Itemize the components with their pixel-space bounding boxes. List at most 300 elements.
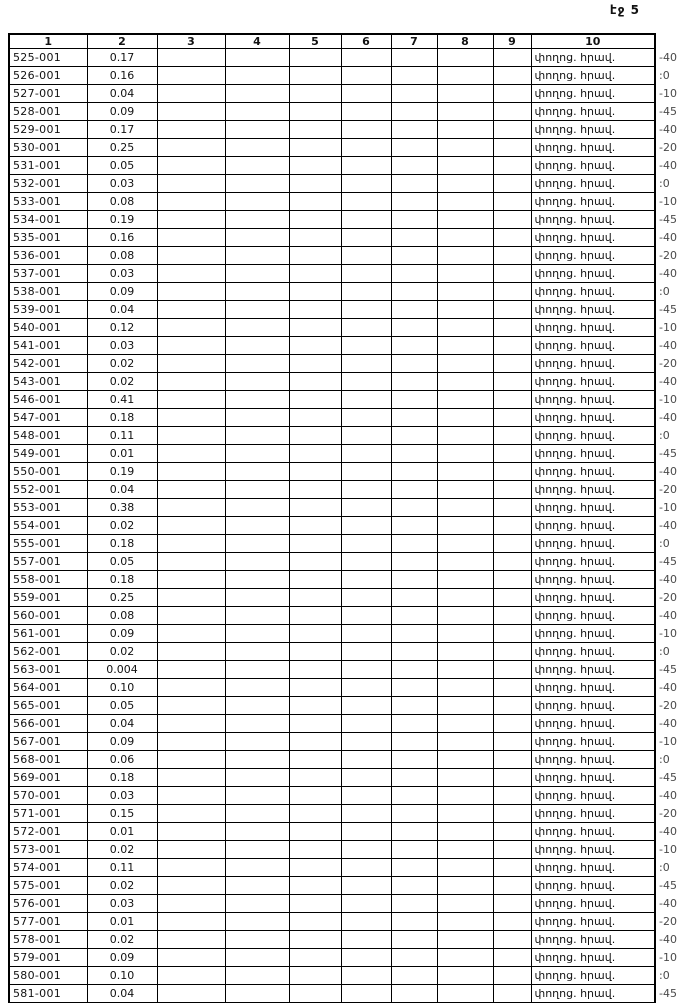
row-value-cell: 0.09 <box>87 283 157 301</box>
empty-cell <box>341 247 391 265</box>
row-note-cell: փողոց. հրավ. <box>531 409 655 427</box>
empty-cell <box>225 229 289 247</box>
row-id-cell: 529-001 <box>9 121 87 139</box>
row-id-cell: 532-001 <box>9 175 87 193</box>
empty-cell <box>225 607 289 625</box>
row-id-cell: 549-001 <box>9 445 87 463</box>
table-row <box>9 697 691 715</box>
empty-cell <box>391 301 437 319</box>
table-row <box>9 733 691 751</box>
empty-cell <box>157 877 225 895</box>
row-id-cell: 564-001 <box>9 679 87 697</box>
empty-cell <box>225 661 289 679</box>
empty-cell <box>493 283 531 301</box>
row-note-cell: փողոց. հրավ. <box>531 247 655 265</box>
empty-cell <box>341 121 391 139</box>
empty-cell <box>437 571 493 589</box>
empty-cell <box>437 391 493 409</box>
empty-cell <box>289 211 341 229</box>
empty-cell <box>157 211 225 229</box>
row-id-cell: 541-001 <box>9 337 87 355</box>
column-header: 1 <box>9 34 87 49</box>
empty-cell <box>437 211 493 229</box>
row-id-cell: 546-001 <box>9 391 87 409</box>
table-row <box>9 967 691 985</box>
empty-cell <box>391 229 437 247</box>
empty-cell <box>225 499 289 517</box>
row-value-cell: 0.18 <box>87 571 157 589</box>
empty-cell <box>341 319 391 337</box>
empty-cell <box>391 139 437 157</box>
margin-mark: -45 <box>659 555 677 568</box>
margin-mark: -10 <box>659 627 677 640</box>
empty-cell <box>437 157 493 175</box>
row-id-cell: 555-001 <box>9 535 87 553</box>
column-header: 6 <box>341 34 391 49</box>
row-value-cell: 0.16 <box>87 229 157 247</box>
empty-cell <box>225 787 289 805</box>
empty-cell <box>493 679 531 697</box>
empty-cell <box>391 283 437 301</box>
empty-cell <box>391 481 437 499</box>
empty-cell <box>341 481 391 499</box>
empty-cell <box>437 769 493 787</box>
empty-cell <box>341 589 391 607</box>
empty-cell <box>157 517 225 535</box>
row-id-cell: 530-001 <box>9 139 87 157</box>
empty-cell <box>437 481 493 499</box>
row-note-cell: փողոց. հրավ. <box>531 913 655 931</box>
row-value-cell: 0.02 <box>87 841 157 859</box>
empty-cell <box>391 427 437 445</box>
empty-cell <box>289 697 341 715</box>
empty-cell <box>157 553 225 571</box>
empty-cell <box>289 661 341 679</box>
empty-cell <box>157 733 225 751</box>
empty-cell <box>341 517 391 535</box>
empty-cell <box>157 391 225 409</box>
empty-cell <box>391 715 437 733</box>
empty-cell <box>391 409 437 427</box>
row-note-cell: փողոց. հրավ. <box>531 481 655 499</box>
table-row <box>9 373 691 391</box>
empty-cell <box>225 103 289 121</box>
margin-mark: -40 <box>659 897 677 910</box>
empty-cell <box>289 355 341 373</box>
empty-cell <box>157 319 225 337</box>
row-note-cell: փողոց. հրավ. <box>531 157 655 175</box>
empty-cell <box>157 715 225 733</box>
empty-cell <box>437 661 493 679</box>
empty-cell <box>341 895 391 913</box>
row-note-cell: փողոց. հրավ. <box>531 661 655 679</box>
table-row <box>9 229 691 247</box>
empty-cell <box>157 643 225 661</box>
row-note-cell: փողոց. հրավ. <box>531 589 655 607</box>
empty-cell <box>391 913 437 931</box>
empty-cell <box>391 607 437 625</box>
empty-cell <box>157 913 225 931</box>
table-row <box>9 679 691 697</box>
empty-cell <box>157 139 225 157</box>
empty-cell <box>437 373 493 391</box>
table-row <box>9 445 691 463</box>
empty-cell <box>157 787 225 805</box>
table-row <box>9 949 691 967</box>
empty-cell <box>289 679 341 697</box>
row-note-cell: փողոց. հրավ. <box>531 697 655 715</box>
empty-cell <box>437 355 493 373</box>
empty-cell <box>225 67 289 85</box>
empty-cell <box>437 139 493 157</box>
empty-cell <box>493 319 531 337</box>
empty-cell <box>157 607 225 625</box>
empty-cell <box>225 967 289 985</box>
empty-cell <box>225 823 289 841</box>
column-header: 3 <box>157 34 225 49</box>
empty-cell <box>341 985 391 1003</box>
empty-cell <box>157 967 225 985</box>
row-id-cell: 548-001 <box>9 427 87 445</box>
empty-cell <box>437 427 493 445</box>
row-note-cell: փողոց. հրավ. <box>531 949 655 967</box>
empty-cell <box>391 931 437 949</box>
empty-cell <box>225 265 289 283</box>
row-note-cell: փողոց. հրավ. <box>531 499 655 517</box>
empty-cell <box>225 805 289 823</box>
empty-cell <box>225 949 289 967</box>
row-id-cell: 547-001 <box>9 409 87 427</box>
empty-cell <box>493 121 531 139</box>
empty-cell <box>225 913 289 931</box>
row-value-cell: 0.01 <box>87 913 157 931</box>
empty-cell <box>493 481 531 499</box>
row-note-cell: փողոց. հրավ. <box>531 985 655 1003</box>
margin-mark: -45 <box>659 105 677 118</box>
empty-cell <box>493 517 531 535</box>
empty-cell <box>341 931 391 949</box>
empty-cell <box>437 337 493 355</box>
margin-mark: -45 <box>659 303 677 316</box>
empty-cell <box>493 751 531 769</box>
empty-cell <box>157 427 225 445</box>
empty-cell <box>289 805 341 823</box>
empty-cell <box>437 877 493 895</box>
empty-cell <box>493 841 531 859</box>
empty-cell <box>225 283 289 301</box>
empty-cell <box>437 751 493 769</box>
table-row <box>9 481 691 499</box>
empty-cell <box>289 409 341 427</box>
row-value-cell: 0.11 <box>87 859 157 877</box>
empty-cell <box>437 67 493 85</box>
table-row <box>9 463 691 481</box>
table-row <box>9 841 691 859</box>
empty-cell <box>341 211 391 229</box>
empty-cell <box>289 859 341 877</box>
row-value-cell: 0.25 <box>87 139 157 157</box>
empty-cell <box>289 391 341 409</box>
row-id-cell: 560-001 <box>9 607 87 625</box>
empty-cell <box>391 823 437 841</box>
column-header: 7 <box>391 34 437 49</box>
empty-cell <box>391 769 437 787</box>
empty-cell <box>437 625 493 643</box>
empty-cell <box>225 247 289 265</box>
row-value-cell: 0.17 <box>87 121 157 139</box>
margin-mark: -20 <box>659 357 677 370</box>
empty-cell <box>289 67 341 85</box>
table-row <box>9 931 691 949</box>
column-header: 8 <box>437 34 493 49</box>
empty-cell <box>493 877 531 895</box>
empty-cell <box>391 517 437 535</box>
margin-mark: -20 <box>659 249 677 262</box>
row-value-cell: 0.02 <box>87 517 157 535</box>
empty-cell <box>341 553 391 571</box>
empty-cell <box>437 121 493 139</box>
margin-mark: -40 <box>659 375 677 388</box>
empty-cell <box>493 247 531 265</box>
margin-mark: -45 <box>659 987 677 1001</box>
table-row <box>9 625 691 643</box>
empty-cell <box>493 229 531 247</box>
row-value-cell: 0.15 <box>87 805 157 823</box>
empty-cell <box>391 265 437 283</box>
row-note-cell: փողոց. հրավ. <box>531 751 655 769</box>
empty-cell <box>437 697 493 715</box>
empty-cell <box>225 409 289 427</box>
empty-cell <box>341 625 391 643</box>
empty-cell <box>391 787 437 805</box>
empty-cell <box>391 805 437 823</box>
row-id-cell: 568-001 <box>9 751 87 769</box>
row-value-cell: 0.38 <box>87 499 157 517</box>
empty-cell <box>391 373 437 391</box>
empty-cell <box>437 445 493 463</box>
table-row <box>9 607 691 625</box>
column-header: 5 <box>289 34 341 49</box>
row-value-cell: 0.02 <box>87 877 157 895</box>
empty-cell <box>225 445 289 463</box>
empty-cell <box>437 175 493 193</box>
empty-cell <box>225 157 289 175</box>
row-note-cell: փողոց. հրավ. <box>531 49 655 67</box>
row-id-cell: 526-001 <box>9 67 87 85</box>
empty-cell <box>341 229 391 247</box>
empty-cell <box>341 499 391 517</box>
empty-cell <box>289 715 341 733</box>
row-note-cell: փողոց. հրավ. <box>531 103 655 121</box>
row-note-cell: փողոց. հրավ. <box>531 211 655 229</box>
row-note-cell: փողոց. հրավ. <box>531 859 655 877</box>
empty-cell <box>437 463 493 481</box>
empty-cell <box>157 85 225 103</box>
empty-cell <box>391 391 437 409</box>
row-id-cell: 574-001 <box>9 859 87 877</box>
empty-cell <box>341 301 391 319</box>
row-note-cell: փողոց. հրավ. <box>531 355 655 373</box>
empty-cell <box>437 409 493 427</box>
row-value-cell: 0.41 <box>87 391 157 409</box>
empty-cell <box>493 265 531 283</box>
row-id-cell: 570-001 <box>9 787 87 805</box>
row-id-cell: 579-001 <box>9 949 87 967</box>
empty-cell <box>493 967 531 985</box>
table-row <box>9 553 691 571</box>
row-note-cell: փողոց. հրավ. <box>531 139 655 157</box>
empty-cell <box>225 427 289 445</box>
empty-cell <box>493 949 531 967</box>
table-header-row <box>9 34 691 49</box>
empty-cell <box>341 373 391 391</box>
table-row <box>9 571 691 589</box>
empty-cell <box>289 931 341 949</box>
empty-cell <box>437 247 493 265</box>
empty-cell <box>157 157 225 175</box>
empty-cell <box>225 625 289 643</box>
row-note-cell: փողոց. հրավ. <box>531 823 655 841</box>
margin-mark: -40 <box>659 231 677 244</box>
empty-cell <box>157 949 225 967</box>
empty-cell <box>225 877 289 895</box>
empty-cell <box>437 931 493 949</box>
margin-mark: -20 <box>659 807 677 820</box>
table-row <box>9 103 691 121</box>
margin-mark: :0 <box>659 429 670 442</box>
empty-cell <box>289 49 341 67</box>
row-note-cell: փողոց. հրավ. <box>531 769 655 787</box>
empty-cell <box>289 607 341 625</box>
row-id-cell: 535-001 <box>9 229 87 247</box>
row-value-cell: 0.03 <box>87 265 157 283</box>
row-note-cell: փողոց. հրավ. <box>531 121 655 139</box>
empty-cell <box>225 463 289 481</box>
empty-cell <box>341 85 391 103</box>
row-id-cell: 573-001 <box>9 841 87 859</box>
table-row <box>9 589 691 607</box>
empty-cell <box>225 517 289 535</box>
empty-cell <box>289 769 341 787</box>
empty-cell <box>341 949 391 967</box>
empty-cell <box>391 751 437 769</box>
empty-cell <box>437 913 493 931</box>
row-value-cell: 0.04 <box>87 715 157 733</box>
empty-cell <box>391 625 437 643</box>
empty-cell <box>289 445 341 463</box>
empty-cell <box>493 697 531 715</box>
empty-cell <box>493 85 531 103</box>
empty-cell <box>437 823 493 841</box>
row-value-cell: 0.11 <box>87 427 157 445</box>
row-value-cell: 0.004 <box>87 661 157 679</box>
row-value-cell: 0.17 <box>87 49 157 67</box>
empty-cell <box>289 337 341 355</box>
row-id-cell: 533-001 <box>9 193 87 211</box>
empty-cell <box>289 895 341 913</box>
empty-cell <box>289 139 341 157</box>
table-row <box>9 355 691 373</box>
empty-cell <box>289 589 341 607</box>
row-value-cell: 0.05 <box>87 157 157 175</box>
margin-mark: -10 <box>659 321 677 334</box>
empty-cell <box>493 733 531 751</box>
empty-cell <box>341 157 391 175</box>
empty-cell <box>157 193 225 211</box>
empty-cell <box>225 175 289 193</box>
table-row <box>9 301 691 319</box>
margin-mark: :0 <box>659 285 670 298</box>
empty-cell <box>391 535 437 553</box>
row-note-cell: փողոց. հրավ. <box>531 553 655 571</box>
empty-cell <box>437 103 493 121</box>
empty-cell <box>289 265 341 283</box>
empty-cell <box>341 535 391 553</box>
table-row <box>9 859 691 877</box>
empty-cell <box>157 337 225 355</box>
margin-mark: :0 <box>659 861 670 874</box>
empty-cell <box>225 679 289 697</box>
empty-cell <box>391 553 437 571</box>
margin-mark: -40 <box>659 123 677 136</box>
empty-cell <box>225 85 289 103</box>
row-id-cell: 537-001 <box>9 265 87 283</box>
empty-cell <box>225 211 289 229</box>
empty-cell <box>289 481 341 499</box>
empty-cell <box>157 589 225 607</box>
table-row <box>9 895 691 913</box>
margin-mark: -45 <box>659 213 677 226</box>
empty-cell <box>341 661 391 679</box>
row-value-cell: 0.09 <box>87 625 157 643</box>
empty-cell <box>157 697 225 715</box>
empty-cell <box>341 355 391 373</box>
empty-cell <box>341 787 391 805</box>
empty-cell <box>157 445 225 463</box>
margin-mark: -10 <box>659 393 677 406</box>
empty-cell <box>493 337 531 355</box>
row-id-cell: 571-001 <box>9 805 87 823</box>
table-row <box>9 247 691 265</box>
table-row <box>9 715 691 733</box>
empty-cell <box>289 841 341 859</box>
empty-cell <box>341 67 391 85</box>
empty-cell <box>289 553 341 571</box>
empty-cell <box>437 283 493 301</box>
empty-cell <box>341 193 391 211</box>
margin-mark: -40 <box>659 465 677 478</box>
row-id-cell: 561-001 <box>9 625 87 643</box>
margin-mark: -20 <box>659 699 677 712</box>
empty-cell <box>341 409 391 427</box>
empty-cell <box>289 319 341 337</box>
empty-cell <box>157 67 225 85</box>
empty-cell <box>225 319 289 337</box>
empty-cell <box>289 967 341 985</box>
empty-cell <box>341 697 391 715</box>
row-note-cell: փողոց. հրավ. <box>531 895 655 913</box>
row-value-cell: 0.19 <box>87 463 157 481</box>
table-body <box>9 49 691 1003</box>
empty-cell <box>289 175 341 193</box>
table-row <box>9 985 691 1003</box>
table-row <box>9 499 691 517</box>
empty-cell <box>437 643 493 661</box>
empty-cell <box>391 355 437 373</box>
row-value-cell: 0.05 <box>87 697 157 715</box>
empty-cell <box>341 841 391 859</box>
empty-cell <box>225 355 289 373</box>
